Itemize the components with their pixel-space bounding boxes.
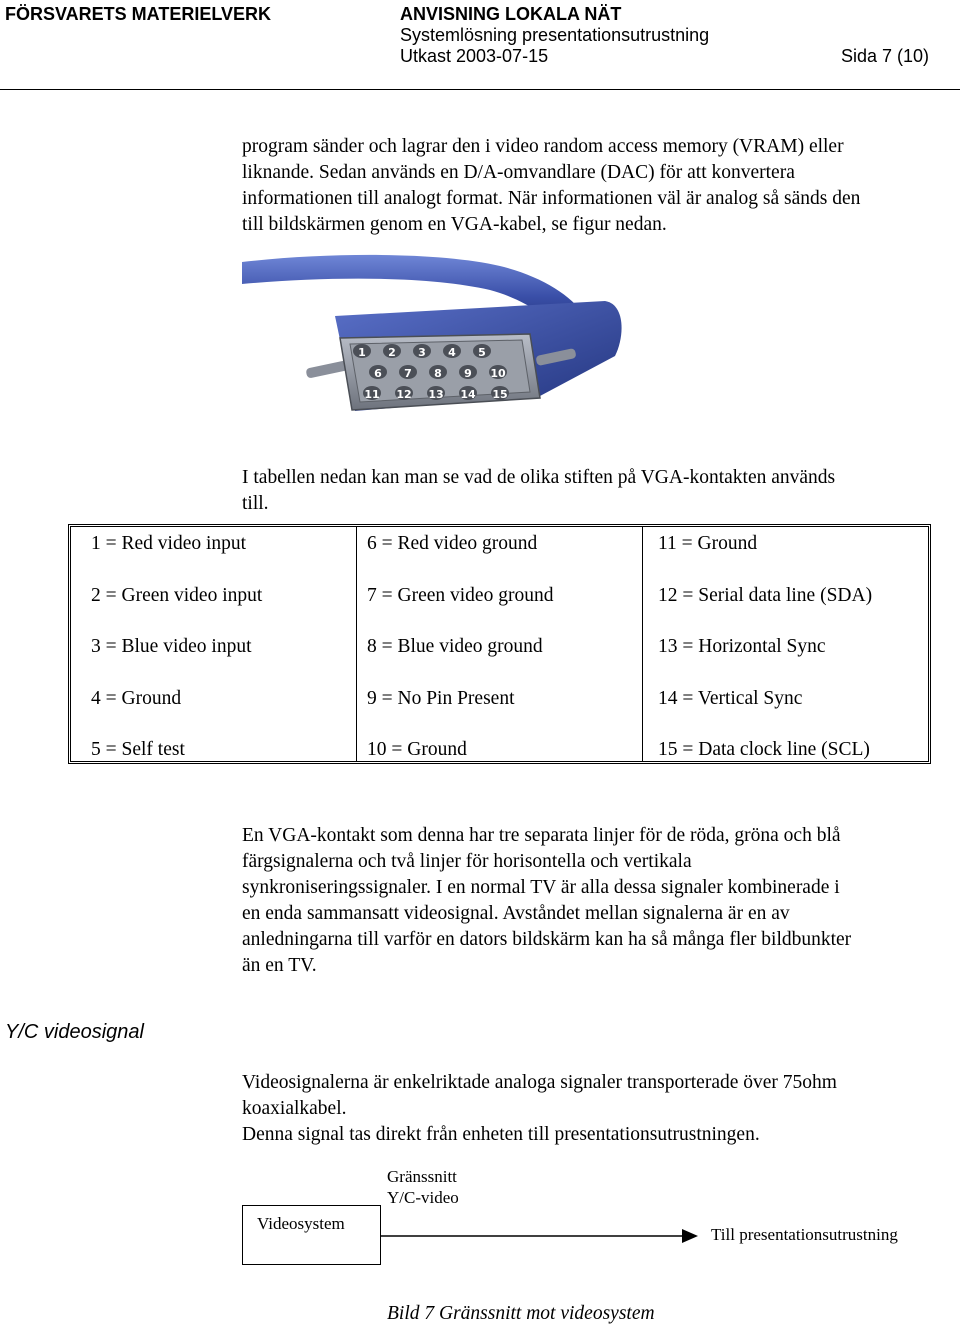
pin-number: 11 (364, 388, 380, 401)
pin-number: 12 (396, 388, 412, 401)
section-heading: Y/C videosignal (5, 1021, 144, 1043)
pin-cell: 8 = Blue video ground (367, 636, 543, 657)
pin-cell: 14 = Vertical Sync (658, 687, 803, 709)
pin-cell: 4 = Ground (91, 687, 182, 709)
intro-line: liknande. Sedan används en D/A-omvandlare (DAC) för att konvertera (242, 162, 795, 183)
vga-line: En VGA-kontakt som denna har tre separata linjer för de röda, gröna och blå (242, 825, 841, 846)
vga-pin-table (68, 524, 931, 764)
pin-number: 1 (358, 346, 366, 359)
pin-cell: 5 = Self test (91, 739, 185, 760)
yc-line: Denna signal tas direkt från enheten till presentationsutrustningen. (242, 1124, 760, 1145)
pin-cell: 6 = Red video ground (367, 533, 538, 554)
pin-number: 8 (434, 367, 442, 380)
intro-paragraph (242, 134, 957, 238)
intro-line: program sänder och lagrar den i video random access memory (VRAM) eller (242, 136, 844, 157)
pin-number: 5 (478, 346, 486, 359)
page-number: Sida 7 (10) (840, 46, 929, 66)
interface-label (387, 1166, 459, 1208)
pin-number: 10 (490, 367, 506, 380)
vga-paragraph (242, 823, 957, 979)
pin-number: 7 (404, 367, 412, 380)
pin-cell: 10 = Ground (367, 739, 467, 760)
figure-caption: Bild 7 Gränssnitt mot videosystem (387, 1303, 655, 1324)
document-subtitle: Systemlösning presentationsutrustning (400, 25, 710, 45)
vga-line: anledningarna till varför en dators bildskärm kan ha så många fler bildbunkter (242, 929, 852, 950)
intro-line: till bildskärmen genom en VGA-kabel, se figur nedan. (242, 214, 667, 235)
table-intro-line: I tabellen nedan kan man se vad de olika stiften på VGA-kontakten används (242, 467, 836, 488)
interface-label-line: Y/C-video (387, 1188, 459, 1207)
vga-line: synkroniseringssignaler. I en normal TV är alla dessa signaler kombinerade i (242, 877, 840, 898)
pin-number: 3 (418, 346, 426, 359)
pin-number: 4 (448, 346, 456, 359)
videosystem-box (242, 1205, 381, 1265)
pin-cell: 2 = Green video input (91, 584, 263, 606)
pin-cell: 13 = Horizontal Sync (658, 636, 826, 657)
vga-line: än en TV. (242, 955, 317, 976)
intro-line: informationen till analogt format. När informationen väl är analog så sänds den (242, 188, 861, 209)
pin-cell: 7 = Green video ground (367, 584, 554, 606)
vga-line: en enda sammansatt videosignal. Avståndet mellan signalerna är en av (242, 903, 790, 924)
pin-number: 15 (492, 388, 508, 401)
videosystem-label: Videosystem (257, 1214, 345, 1233)
yc-line: Videosignalerna är enkelriktade analoga signaler transporterade över 75ohm (242, 1072, 837, 1093)
table-intro-paragraph (242, 465, 957, 517)
document-title: ANVISNING LOKALA NÄT (400, 4, 622, 24)
pin-cell: 12 = Serial data line (SDA) (658, 584, 873, 606)
pin-column-1 (71, 527, 356, 761)
pin-number: 9 (464, 367, 472, 380)
pin-number: 14 (460, 388, 476, 401)
yc-line: koaxialkabel. (242, 1098, 347, 1119)
pin-cell: 3 = Blue video input (91, 636, 252, 657)
pin-cell: 9 = No Pin Present (367, 687, 515, 709)
pin-number: 6 (374, 367, 382, 380)
page-header (0, 0, 960, 92)
signal-arrow (380, 1220, 710, 1250)
pin-cell: 1 = Red video input (91, 533, 247, 554)
arrow-head-icon (682, 1229, 698, 1243)
pin-column-3 (642, 527, 928, 761)
destination-label: Till presentationsutrustning (711, 1225, 898, 1244)
header-rule (0, 89, 960, 90)
vga-line: färgsignalerna och två linjer för horisontella och vertikala (242, 851, 692, 872)
pin-column-2 (356, 527, 642, 761)
yc-paragraph (242, 1070, 957, 1148)
pin-number: 2 (388, 346, 396, 359)
pin-number: 13 (428, 388, 444, 401)
vga-connector-image (240, 246, 640, 426)
organization-name: FÖRSVARETS MATERIELVERK (5, 4, 272, 24)
interface-label-line: Gränssnitt (387, 1167, 457, 1186)
pin-cell: 11 = Ground (658, 533, 758, 554)
vga-connector-illustration (240, 246, 640, 426)
pin-cell: 15 = Data clock line (SCL) (658, 739, 870, 760)
table-intro-line: till. (242, 493, 269, 514)
draft-date: Utkast 2003-07-15 (400, 46, 549, 66)
